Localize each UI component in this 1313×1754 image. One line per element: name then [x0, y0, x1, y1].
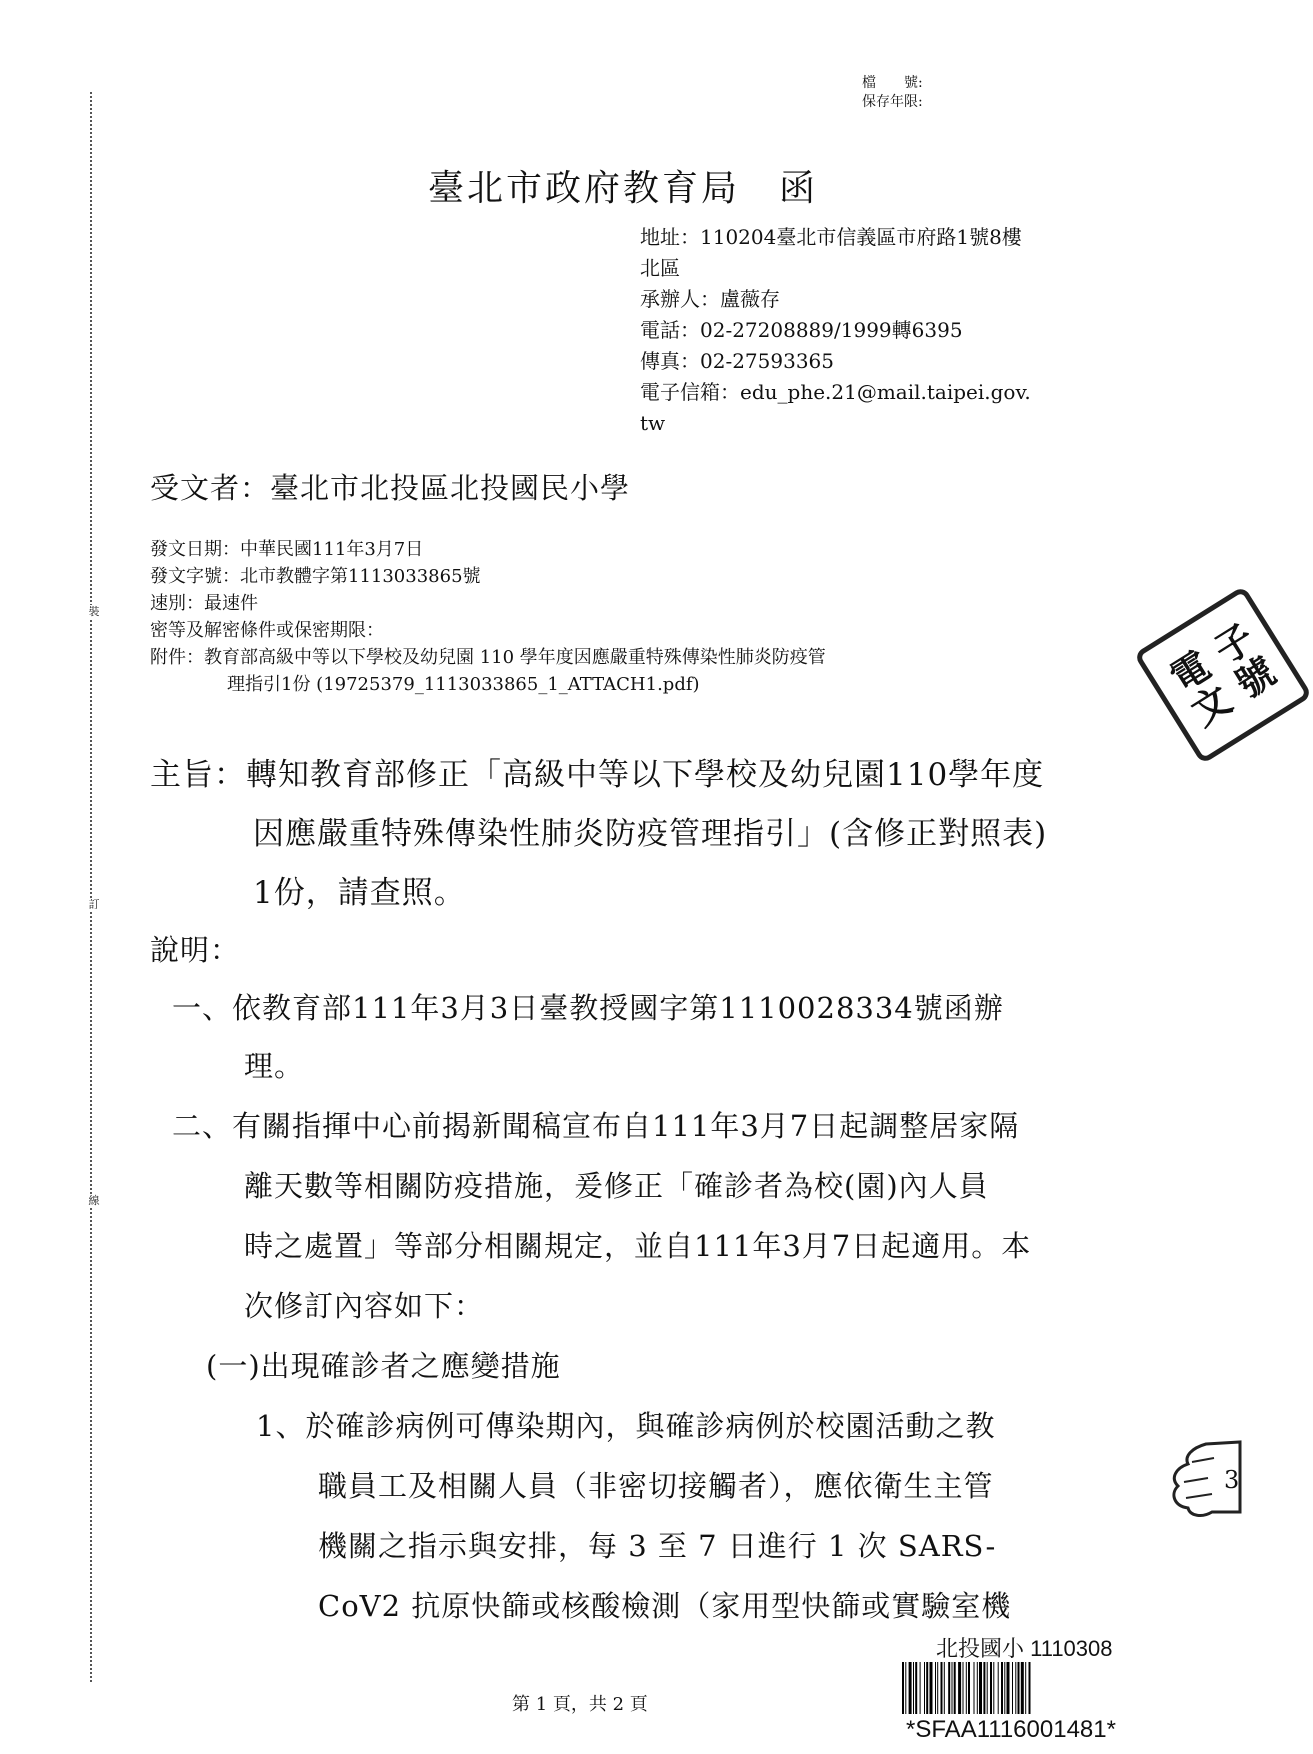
electronic-seal-stamp	[1133, 585, 1312, 764]
seal-char: 號	[1227, 648, 1284, 707]
subject-line-1: 主旨：轉知教育部修正「高級中等以下學校及幼兒園110學年度	[150, 757, 1045, 793]
address-line: 地址：110204臺北市信義區市府路1號8樓	[640, 225, 1022, 249]
secrecy-level: 密等及解密條件或保密期限：	[150, 620, 384, 641]
document-title: 臺北市政府教育局 函	[428, 168, 819, 209]
point-1-line-1: 1、於確診病例可傳染期內，與確診病例於校園活動之教	[256, 1409, 996, 1443]
recipient-line: 受文者：臺北市北投區北投國民小學	[150, 471, 631, 505]
sub-item-1-heading: (一)出現確診者之應變措施	[206, 1349, 561, 1383]
item-2-line-4: 次修訂內容如下：	[244, 1289, 485, 1323]
delivery-speed: 速別：最速件	[150, 593, 258, 614]
seal-char: 文	[1183, 676, 1240, 735]
item-2-line-1: 二、有關指揮中心前揭新聞稿宣布自111年3月7日起調整居家隔	[172, 1109, 1020, 1143]
seal-char: 電	[1162, 642, 1219, 701]
fax-line: 傳真：02-27593365	[640, 349, 835, 373]
binding-margin-line	[90, 92, 92, 1682]
subject-line-3: 1份，請查照。	[253, 875, 466, 911]
handler-line: 承辦人：盧薇存	[640, 287, 780, 311]
binding-mark-middle: 訂	[86, 898, 102, 912]
dispatch-number: 發文字號：北市教體字第1113033865號	[150, 566, 481, 587]
dispatch-date: 發文日期：中華民國111年3月7日	[150, 539, 424, 560]
point-1-line-3: 機關之指示與安排，每 3 至 7 日進行 1 次 SARS-	[318, 1529, 997, 1563]
seal-char: 子	[1206, 614, 1263, 673]
subject-line-2: 因應嚴重特殊傳染性肺炎防疫管理指引」(含修正對照表)	[253, 816, 1048, 852]
archive-info	[862, 74, 923, 112]
page-number: 第 1 頁，共 2 頁	[512, 1694, 648, 1715]
item-2-line-3: 時之處置」等部分相關規定，並自111年3月7日起適用。本	[244, 1229, 1032, 1263]
barcode-text: *SFAA1116001481*	[906, 1716, 1116, 1743]
address-line-continued: 北區	[640, 256, 680, 280]
binding-mark-bottom: 線	[86, 1194, 102, 1208]
barcode-caption: 北投國小 1110308	[936, 1636, 1113, 1661]
item-1-line-2: 理。	[244, 1049, 305, 1083]
explanation-heading: 說明：	[150, 933, 241, 967]
item-2-line-2: 離天數等相關防疫措施，爰修正「確診者為校(園)內人員	[244, 1169, 989, 1203]
point-1-line-2: 職員工及相關人員（非密切接觸者），應依衛生主管	[318, 1469, 994, 1503]
subject-block	[150, 746, 1047, 923]
binding-mark-top: 裝	[86, 605, 102, 619]
phone-line: 電話：02-27208889/1999轉6395	[640, 318, 963, 342]
page-stamp-number: 3	[1224, 1466, 1240, 1494]
email-line-continued: tw	[640, 411, 666, 435]
retention-period-label: 保存年限:	[862, 94, 923, 110]
barcode	[902, 1662, 1142, 1714]
email-line: 電子信箱：edu_phe.21@mail.taipei.gov.	[640, 380, 1031, 404]
contact-block	[640, 222, 1031, 439]
page-seal-stamp	[1162, 1438, 1240, 1518]
file-number-label: 檔 號:	[862, 75, 923, 91]
dispatch-meta	[150, 536, 826, 698]
item-1-line-1: 一、依教育部111年3月3日臺教授國字第1110028334號函辦	[172, 991, 1004, 1025]
attachment-line-continued: 理指引1份 (19725379_1113033865_1_ATTACH1.pdf)	[227, 674, 700, 695]
attachment-line: 附件：教育部高級中等以下學校及幼兒園 110 學年度因應嚴重特殊傳染性肺炎防疫管	[150, 647, 826, 668]
point-1-line-4: CoV2 抗原快篩或核酸檢測（家用型快篩或實驗室機	[318, 1589, 1012, 1623]
